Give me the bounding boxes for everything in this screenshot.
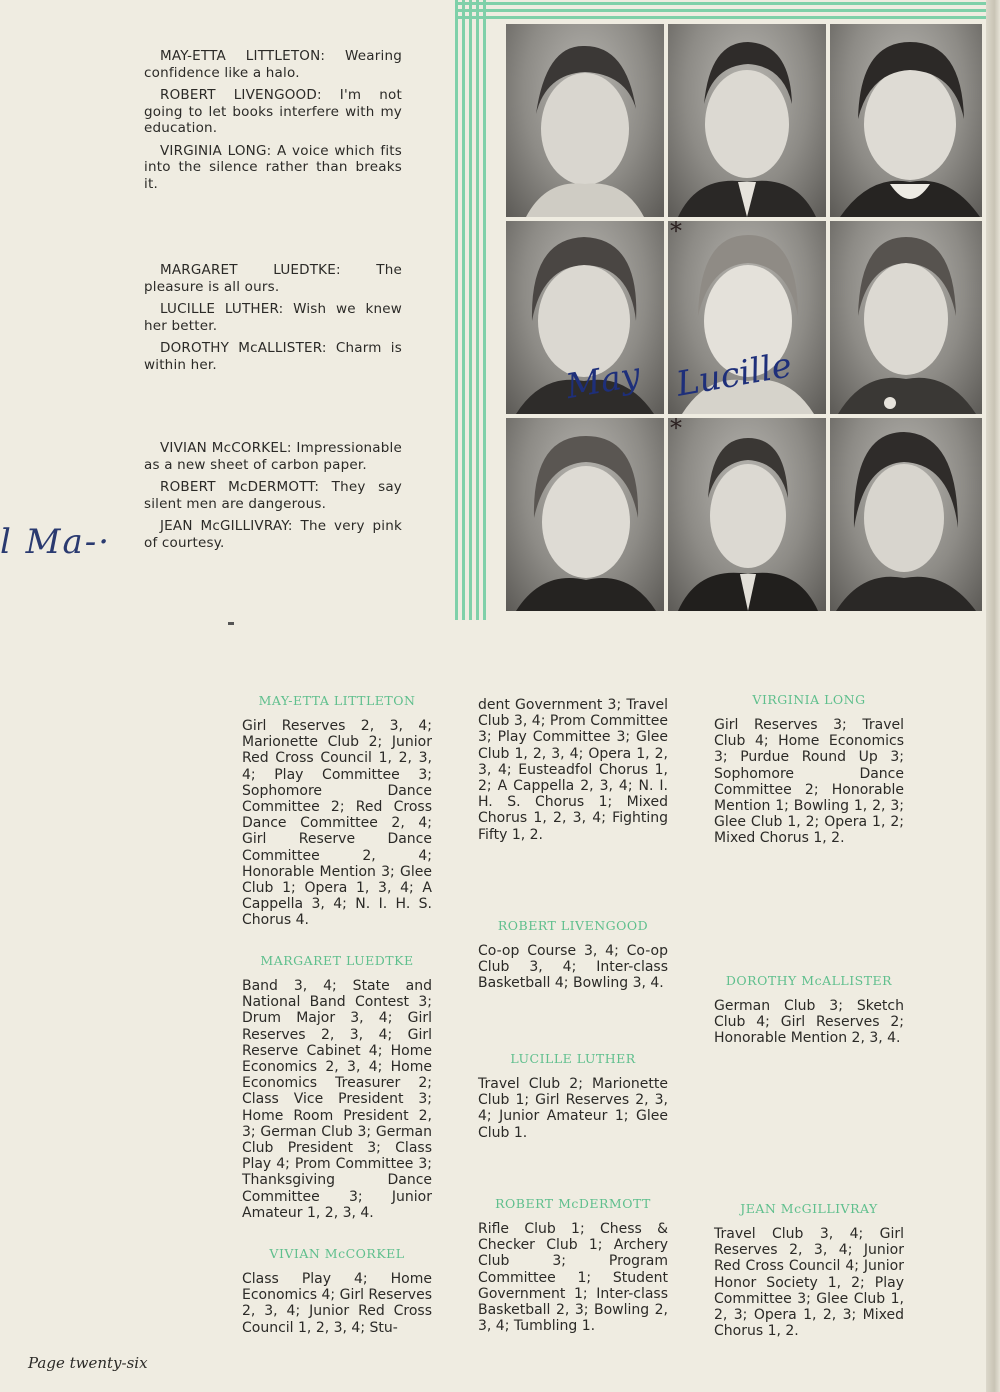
quote-livengood: ROBERT LIVENGOOD: I'm not going to let books interfere with my education. xyxy=(144,87,402,136)
bio-luther xyxy=(478,1051,668,1141)
portrait-mcallister xyxy=(830,221,982,414)
bio-heading: DOROTHY McALLISTER xyxy=(725,973,893,988)
bio-mccorkel-continued xyxy=(478,697,668,843)
bio-text: Girl Reserves 3; Travel Club 4; Home Economics 3; Purdue Round Up 3; Sophomore Dance Committee 2; Honorable Mention 1; Bowling 1, 2, 3; Glee Club 1, 2; Opera 1, 2; Mixed Chorus 1, 2. xyxy=(714,717,904,847)
bio-heading: MAY-ETTA LITTLETON xyxy=(258,693,416,708)
asterisk-mark-1: * xyxy=(670,221,682,245)
page-number: Page twenty-six xyxy=(28,1354,148,1372)
portrait-grid xyxy=(506,24,982,614)
bio-long xyxy=(714,692,904,847)
asterisk-mark-2: * xyxy=(670,418,682,442)
bio-luedtke xyxy=(242,953,432,1221)
bio-mccorkel xyxy=(242,1246,432,1336)
portrait-livengood xyxy=(668,24,826,217)
bio-heading: JEAN McGILLIVRAY xyxy=(740,1201,878,1216)
signature-may: May xyxy=(563,354,644,408)
bio-text: Co-op Course 3, 4; Co-op Club 3, 4; Inter-class Basketball 4; Bowling 3, 4. xyxy=(478,943,668,992)
quote-long: VIRGINIA LONG: A voice which fits into the silence rather than breaks it. xyxy=(144,142,402,192)
bio-text: Travel Club 3, 4; Girl Reserves 2, 3, 4; Junior Red Cross Council 4; Junior Honor Society 1, 2; Play Committee 3; Glee Club 1, 2, 3; Opera 1, 2, 3; Mixed Chorus 1, 2. xyxy=(714,1226,904,1340)
bio-text: Rifle Club 1; Chess & Checker Club 1; Archery Club 3; Program Committee 1; Student Government 1; Inter-class Basketball 2, 3; Bowling 2, 3, 4; Tumbling 1. xyxy=(478,1221,668,1335)
bio-mcgillivray xyxy=(714,1201,904,1339)
bio-text: Girl Reserves 2, 3, 4; Marionette Club 2; Junior Red Cross Council 1, 2, 3, 4; Play Committee 3; Sophomore Dance Committee 2; Red Cross Dance Committee 2, 4; Girl Reserve Dance Committee 2, 4; Honorable Mention 3; Glee Club 1; Opera 1, 3, 4; A Cappella 3, 4; N. I. H. S. Chorus 4. xyxy=(242,718,432,929)
portrait-mcdermott xyxy=(668,418,826,611)
quote-littleton: MAY-ETTA LITTLETON: Wearing confidence like a halo. xyxy=(144,48,402,81)
bio-text: German Club 3; Sketch Club 4; Girl Reserves 2; Honorable Mention 2, 3, 4. xyxy=(714,998,904,1047)
bio-heading: MARGARET LUEDTKE xyxy=(260,953,414,968)
quote-mcgillivray: JEAN McGILLIVRAY: The very pink of courtesy. xyxy=(144,518,402,551)
bio-text: dent Government 3; Travel Club 3, 4; Prom Committee 3; Play Committee 3; Glee Club 1, 2, 3, 4; Opera 1, 2, 3, 4; Eusteadfol Chorus 1, 2; A Cappella 2, 3, 4; N. I. H. S. Chorus 1; Mixed Chorus 1, 2, 3, 4; Fighting Fifty 1, 2. xyxy=(478,697,668,843)
quote-mcallister: DOROTHY McALLISTER: Charm is within her. xyxy=(144,340,402,373)
quote-group-1 xyxy=(144,48,402,198)
bio-littleton xyxy=(242,693,432,929)
portrait-mcgillivray xyxy=(830,418,982,611)
bio-heading: VIRGINIA LONG xyxy=(752,692,866,707)
quote-group-3 xyxy=(144,440,402,557)
portrait-luedtke xyxy=(506,221,664,414)
quote-mcdermott: ROBERT McDERMOTT: They say silent men are dangerous. xyxy=(144,479,402,512)
bio-text: Travel Club 2; Marionette Club 1; Girl Reserves 2, 3, 4; Junior Amateur 1; Glee Club 1. xyxy=(478,1076,668,1141)
signature-lucille: Lucille xyxy=(673,345,795,405)
bio-mcallister xyxy=(714,973,904,1047)
quote-group-2 xyxy=(144,262,402,379)
bio-mcdermott xyxy=(478,1196,668,1334)
bio-heading: ROBERT McDERMOTT xyxy=(495,1196,651,1211)
bio-text: Class Play 4; Home Economics 4; Girl Reserves 2, 3, 4; Junior Red Cross Council 1, 2, 3, 4; Stu- xyxy=(242,1271,432,1336)
portrait-littleton xyxy=(506,24,664,217)
portrait-long xyxy=(830,24,982,217)
bio-heading: LUCILLE LUTHER xyxy=(510,1051,636,1066)
portrait-mccorkel xyxy=(506,418,664,611)
bio-heading: VIVIAN McCORKEL xyxy=(269,1246,405,1261)
portrait-luther xyxy=(668,221,826,414)
page-edge xyxy=(986,0,1000,1392)
ink-dot xyxy=(228,622,234,625)
bio-livengood xyxy=(478,918,668,992)
bio-heading: ROBERT LIVENGOOD xyxy=(497,918,649,933)
bio-text: Band 3, 4; State and National Band Contest 3; Drum Major 3, 4; Girl Reserves 2, 3, 4; Girl Reserve Cabinet 4; Home Economics 2, 3, 4; Home Economics Treasurer 2; Class Vice President 3; Home Room President 2, 3; German Club 3; German Club President 3; Class Play 4; Prom Committee 3; Thanksgiving Dance Committee 3; Junior Amateur 1, 2, 3, 4. xyxy=(242,978,432,1221)
quote-mccorkel: VIVIAN McCORKEL: Impressionable as a new sheet of carbon paper. xyxy=(144,440,402,473)
green-horizontal-rules xyxy=(455,0,986,24)
quote-luedtke: MARGARET LUEDTKE: The pleasure is all ours. xyxy=(144,262,402,295)
green-vertical-rules xyxy=(455,0,495,620)
margin-handwriting: l Ma-· xyxy=(0,522,112,562)
quote-luther: LUCILLE LUTHER: Wish we knew her better. xyxy=(144,301,402,334)
